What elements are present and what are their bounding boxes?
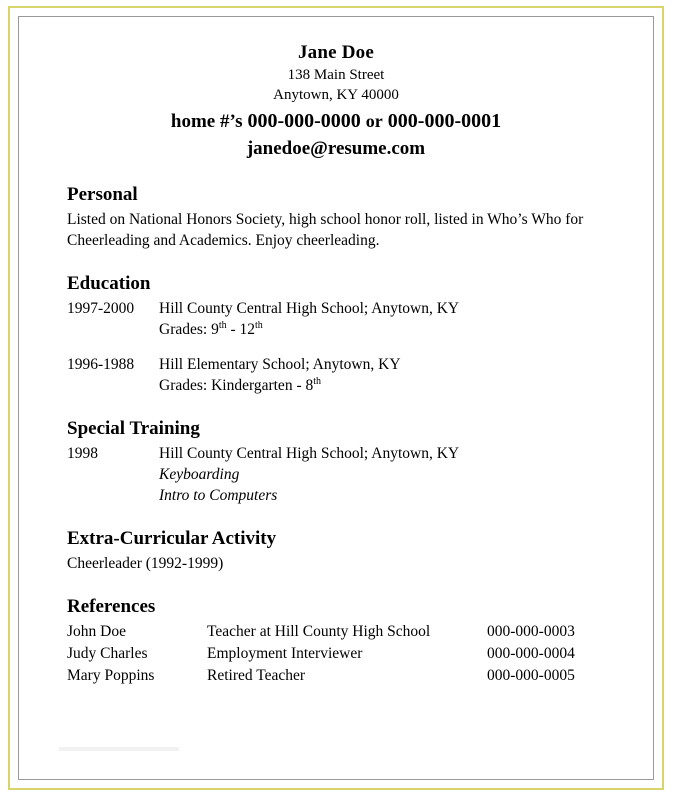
phone-line [67, 107, 605, 136]
education-entry-main [67, 298, 605, 319]
reference-role: Teacher at Hill County High School [207, 623, 431, 640]
training-course: Intro to Computers [159, 487, 278, 504]
section-extra-curricular [67, 528, 605, 574]
reference-phone: 000-000-0004 [487, 645, 575, 662]
education-grades [159, 319, 605, 340]
extra-curricular-text: Cheerleader (1992-1999) [67, 555, 224, 572]
education-dates: 1997-2000 [67, 300, 135, 317]
training-entry-main [67, 443, 605, 464]
reference-name: Mary Poppins [67, 667, 155, 684]
document-page [18, 16, 654, 780]
address-street: 138 Main Street [287, 67, 385, 83]
education-grades-to-suffix: th [255, 319, 263, 331]
education-grades-to: - 12 [230, 321, 256, 338]
education-dates: 1996-1988 [67, 356, 135, 373]
table-row [67, 643, 605, 665]
document-outer-border [8, 6, 664, 790]
education-grades-from: Kindergarten - 8 [211, 377, 314, 394]
reference-name: John Doe [67, 623, 126, 640]
phone-label: home #’s [170, 111, 243, 132]
education-grades-from-suffix: th [218, 319, 227, 331]
section-title-references: References [67, 596, 156, 617]
education-school: Hill Elementary School; Anytown, KY [159, 356, 401, 373]
references-table [67, 621, 605, 687]
education-grades-label: Grades: [159, 321, 208, 338]
section-title-education: Education [67, 273, 151, 294]
education-grades-label: Grades: [159, 377, 208, 394]
applicant-name: Jane Doe [297, 42, 374, 63]
education-grades [159, 375, 605, 396]
section-title-special-training: Special Training [67, 418, 200, 439]
personal-text: Listed on National Honors Society, high school honor roll, listed in Who’s Who for Cheerleading and Academics. Enjoy cheerleading. [67, 211, 584, 249]
training-date: 1998 [67, 445, 98, 462]
section-special-training [67, 418, 605, 506]
reference-name: Judy Charles [67, 645, 148, 662]
table-row [67, 621, 605, 643]
page-watermark-smudge [59, 747, 179, 751]
section-title-personal: Personal [67, 184, 138, 205]
reference-phone: 000-000-0005 [487, 667, 575, 684]
education-entry-main [67, 354, 605, 375]
education-entry [67, 298, 605, 340]
training-course: Keyboarding [159, 466, 240, 483]
section-references [67, 596, 605, 687]
phone-number-1: 000-000-0000 [247, 110, 361, 132]
resume-header [67, 41, 605, 162]
email-address: janedoe@resume.com [246, 138, 426, 159]
resume-sheet [19, 17, 653, 779]
education-grades-from: 9 [211, 321, 219, 338]
education-school: Hill County Central High School; Anytown, KY [159, 300, 460, 317]
address-city-state-zip: Anytown, KY 40000 [273, 87, 399, 103]
section-title-extra-curricular: Extra-Curricular Activity [67, 528, 277, 549]
education-entry [67, 354, 605, 396]
phone-separator: or [365, 111, 383, 131]
phone-number-2: 000-000-0001 [387, 110, 502, 132]
education-grades-from-suffix: th [313, 375, 322, 387]
training-school: Hill County Central High School; Anytown, KY [159, 445, 460, 462]
section-education [67, 273, 605, 396]
section-personal [67, 184, 605, 251]
reference-role: Retired Teacher [207, 667, 306, 684]
table-row [67, 665, 605, 687]
reference-phone: 000-000-0003 [487, 623, 575, 640]
reference-role: Employment Interviewer [207, 645, 363, 662]
